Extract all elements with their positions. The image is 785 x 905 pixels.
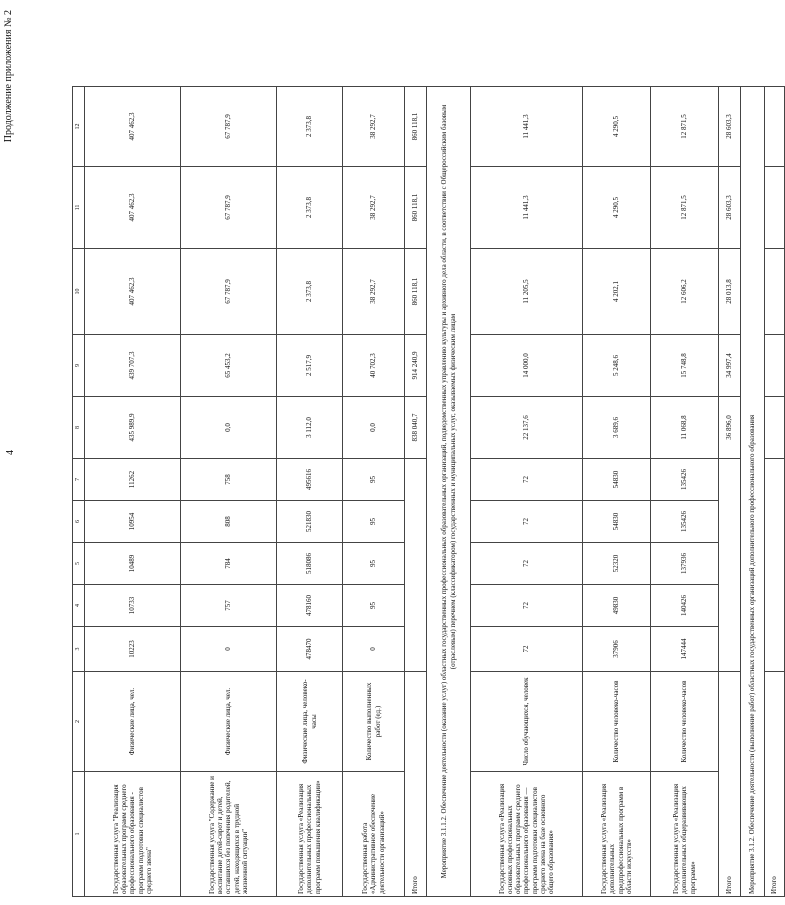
value-cell: 52320 xyxy=(583,543,651,585)
column-number: 4 xyxy=(73,585,85,627)
column-number: 7 xyxy=(73,459,85,501)
value-cell: 15 748,8 xyxy=(651,335,719,397)
value-cell: 38 292,7 xyxy=(343,249,405,335)
service-name-cell: Государственная услуга «Реализация дополнительных предпрофессиональных программ в области искусств» xyxy=(583,772,651,897)
value-cell: 0 xyxy=(343,627,405,672)
value-cell: 407 462,3 xyxy=(85,249,181,335)
value-cell: 72 xyxy=(471,627,583,672)
value-cell: 95 xyxy=(343,501,405,543)
value-cell: 758 xyxy=(181,459,277,501)
unit-cell: Физические лица, чел. xyxy=(181,672,277,772)
value-cell: 10489 xyxy=(85,543,181,585)
total-value-cell xyxy=(765,87,785,167)
total-value-cell: 838 040,7 xyxy=(405,397,427,459)
value-cell: 54830 xyxy=(583,501,651,543)
column-number: 2 xyxy=(73,672,85,772)
total-label: Итого xyxy=(765,672,785,897)
value-cell: 147444 xyxy=(651,627,719,672)
value-cell: 22 137,6 xyxy=(471,397,583,459)
table-row xyxy=(343,87,405,897)
value-cell: 140426 xyxy=(651,585,719,627)
event-row xyxy=(427,87,471,897)
value-cell: 2 373,8 xyxy=(277,167,343,249)
total-value-cell xyxy=(765,167,785,249)
value-cell: 439 707,3 xyxy=(85,335,181,397)
total-value-cell xyxy=(765,249,785,335)
value-cell: 40 702,3 xyxy=(343,335,405,397)
table-row xyxy=(583,87,651,897)
value-cell: 407 462,3 xyxy=(85,87,181,167)
total-value-cell: 860 118,1 xyxy=(405,87,427,167)
total-row xyxy=(405,87,427,897)
value-cell: 2 517,9 xyxy=(277,335,343,397)
blank-cell xyxy=(405,459,427,672)
total-value-cell: 34 997,4 xyxy=(719,335,741,397)
value-cell: 4 202,1 xyxy=(583,249,651,335)
value-cell: 72 xyxy=(471,501,583,543)
value-cell: 72 xyxy=(471,543,583,585)
total-value-cell xyxy=(765,397,785,459)
value-cell: 137936 xyxy=(651,543,719,585)
table-row xyxy=(651,87,719,897)
value-cell: 12 871,5 xyxy=(651,167,719,249)
service-name-cell: Государственная услуга "Реализация образовательных программ среднего профессионального образования - программ подготовки специалистов среднего звена" xyxy=(85,772,181,897)
column-number: 6 xyxy=(73,501,85,543)
value-cell: 54830 xyxy=(583,459,651,501)
value-cell: 49830 xyxy=(583,585,651,627)
service-name-cell: Государственная услуга "Содержание и воспитание детей-сирот и детей, оставшихся без попечения родителей, детей, находящихся в трудной жизненной ситуации" xyxy=(181,772,277,897)
column-number: 10 xyxy=(73,249,85,335)
value-cell: 135426 xyxy=(651,501,719,543)
value-cell: 95 xyxy=(343,585,405,627)
total-value-cell xyxy=(765,335,785,397)
value-cell: 3 689,6 xyxy=(583,397,651,459)
value-cell: 12 606,2 xyxy=(651,249,719,335)
column-number: 12 xyxy=(73,87,85,167)
value-cell: 521830 xyxy=(277,501,343,543)
total-value-cell: 860 118,1 xyxy=(405,249,427,335)
table-row xyxy=(85,87,181,897)
total-value-cell: 28 603,3 xyxy=(719,167,741,249)
value-cell: 808 xyxy=(181,501,277,543)
value-cell: 11 441,3 xyxy=(471,87,583,167)
value-cell: 72 xyxy=(471,585,583,627)
column-number: 8 xyxy=(73,397,85,459)
value-cell: 14 000,0 xyxy=(471,335,583,397)
unit-cell: Физические лица, чел. xyxy=(85,672,181,772)
value-cell: 478160 xyxy=(277,585,343,627)
table-row xyxy=(277,87,343,897)
table-row xyxy=(181,87,277,897)
value-cell: 5 248,6 xyxy=(583,335,651,397)
event-description: Мероприятие 3.1.1.2. Обеспечение деятельности (оказание услуг) областных государственных профессиональных образовательных организаций, подведомственных управлению культуры и архивного дела области, в соответствии с Общероссийским базовым (отраслевым) перечнем (классификатором) государственных и муниципальных услуг, оказываемых физическим лицам xyxy=(427,87,471,897)
column-number: 3 xyxy=(73,627,85,672)
value-cell: 37906 xyxy=(583,627,651,672)
event-row xyxy=(741,87,765,897)
value-cell: 495616 xyxy=(277,459,343,501)
appendix-table xyxy=(72,86,785,897)
value-cell: 518086 xyxy=(277,543,343,585)
value-cell: 2 373,8 xyxy=(277,87,343,167)
unit-cell: Число обучающихся, человек xyxy=(471,672,583,772)
value-cell: 3 112,0 xyxy=(277,397,343,459)
total-row xyxy=(765,87,785,897)
total-value-cell: 914 240,9 xyxy=(405,335,427,397)
value-cell: 65 453,2 xyxy=(181,335,277,397)
blank-cell xyxy=(719,459,741,672)
total-row xyxy=(719,87,741,897)
value-cell: 10223 xyxy=(85,627,181,672)
value-cell: 11 441,3 xyxy=(471,167,583,249)
value-cell: 2 373,8 xyxy=(277,249,343,335)
value-cell: 0,0 xyxy=(181,397,277,459)
value-cell: 11 205,5 xyxy=(471,249,583,335)
value-cell: 11262 xyxy=(85,459,181,501)
value-cell: 67 787,9 xyxy=(181,249,277,335)
value-cell: 4 290,5 xyxy=(583,87,651,167)
value-cell: 95 xyxy=(343,459,405,501)
annex-label: Продолжение приложения № 2 xyxy=(3,10,14,143)
total-label: Итого xyxy=(719,672,741,897)
service-name-cell: Государственная услуга «Реализация основных профессиональных образовательных программ среднего профессионального образования — программ подготовки специалистов среднего звена на базе основного общего образования» xyxy=(471,772,583,897)
header-number-row xyxy=(73,87,85,897)
column-number: 1 xyxy=(73,772,85,897)
unit-cell: Физические лица, человеко-часы xyxy=(277,672,343,772)
event-description: Мероприятие 3.1.2. Обеспечение деятельности (выполнение работ) областных государственных организаций дополнительного профессионального образования xyxy=(741,87,765,897)
value-cell: 95 xyxy=(343,543,405,585)
value-cell: 0,0 xyxy=(343,397,405,459)
value-cell: 4 290,5 xyxy=(583,167,651,249)
value-cell: 38 292,7 xyxy=(343,167,405,249)
value-cell: 784 xyxy=(181,543,277,585)
total-label: Итого xyxy=(405,672,427,897)
unit-cell: Количество человеко-часов xyxy=(651,672,719,772)
value-cell: 67 787,9 xyxy=(181,167,277,249)
value-cell: 11 068,8 xyxy=(651,397,719,459)
value-cell: 10733 xyxy=(85,585,181,627)
total-value-cell: 28 013,8 xyxy=(719,249,741,335)
value-cell: 435 989,9 xyxy=(85,397,181,459)
unit-cell: Количество выполненных работ (ед.) xyxy=(343,672,405,772)
value-cell: 0 xyxy=(181,627,277,672)
value-cell: 478470 xyxy=(277,627,343,672)
table-row xyxy=(471,87,583,897)
page-number: 4 xyxy=(5,450,16,455)
service-name-cell: Государственная услуга «Реализация дополнительных профессиональных программ повышения квалификации» xyxy=(277,772,343,897)
service-name-cell: Государственная услуга «Реализация дополнительных общеразвивающих программ» xyxy=(651,772,719,897)
value-cell: 757 xyxy=(181,585,277,627)
total-value-cell: 28 603,3 xyxy=(719,87,741,167)
total-value-cell: 36 896,0 xyxy=(719,397,741,459)
value-cell: 12 871,5 xyxy=(651,87,719,167)
unit-cell: Количество человеко-часов xyxy=(583,672,651,772)
value-cell: 10954 xyxy=(85,501,181,543)
column-number: 9 xyxy=(73,335,85,397)
value-cell: 72 xyxy=(471,459,583,501)
blank-cell xyxy=(765,459,785,672)
column-number: 11 xyxy=(73,167,85,249)
value-cell: 38 292,7 xyxy=(343,87,405,167)
value-cell: 67 787,9 xyxy=(181,87,277,167)
total-value-cell: 860 118,1 xyxy=(405,167,427,249)
service-name-cell: Государственная работа «Административное обеспечение деятельности организаций» xyxy=(343,772,405,897)
value-cell: 407 462,3 xyxy=(85,167,181,249)
value-cell: 135426 xyxy=(651,459,719,501)
column-number: 5 xyxy=(73,543,85,585)
